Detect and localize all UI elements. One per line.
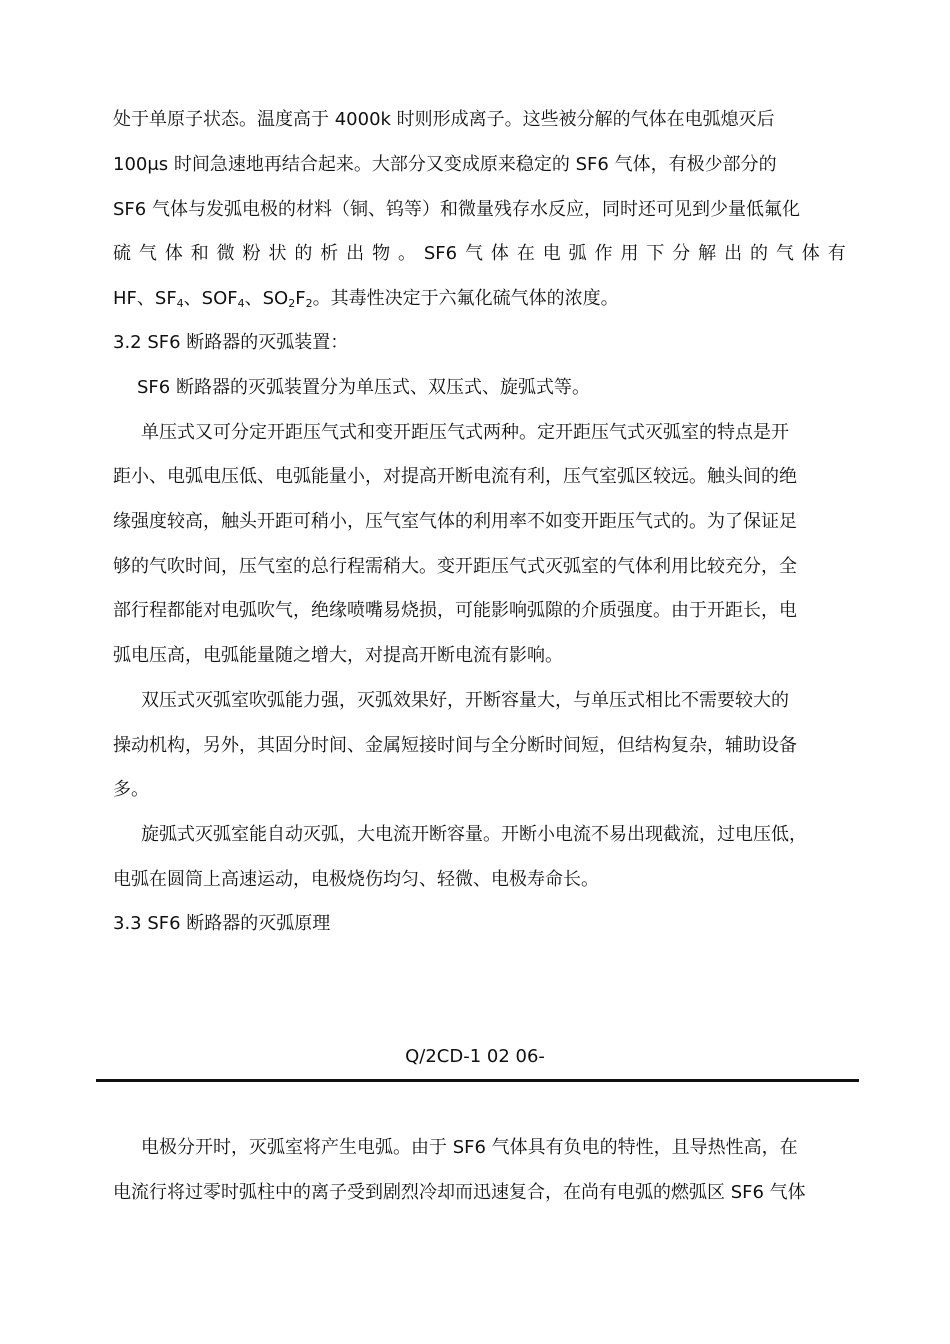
text-line: 双压式灭弧室吹弧能力强，灭弧效果好，开断容量大，与单压式相比不需要较大的 xyxy=(141,690,789,711)
spaced-word: 的 xyxy=(294,243,313,264)
text-line: 部行程都能对电弧吹气，绝缘喷嘴易烧损，可能影响弧隙的介质强度。由于开距长，电 xyxy=(113,600,797,621)
spaced-word: 弧 xyxy=(568,243,587,264)
formula-line xyxy=(113,288,619,310)
spaced-word: 体 xyxy=(801,243,820,264)
text-line: 电流行将过零时弧柱中的离子受到剧烈冷却而迅速复合，在尚有电弧的燃弧区 SF6 气体 xyxy=(113,1182,806,1203)
spaced-word: 气 xyxy=(465,243,484,264)
formula-part: 。其毒性决定于六氟化硫气体的浓度。 xyxy=(312,288,619,309)
spaced-word: 用 xyxy=(620,243,639,264)
formula-part: F xyxy=(295,288,306,309)
text-line: 弧电压高，电弧能量随之增大，对提高开断电流有影响。 xyxy=(113,645,563,666)
text-line: 电弧在圆筒上高速运动，电极烧伤均匀、轻微、电极寿命长。 xyxy=(113,869,599,890)
formula-part: HF、SF xyxy=(113,288,177,309)
formula-part: 、SO xyxy=(244,288,289,309)
text-line: 操动机构，另外，其固分时间、金属短接时间与全分断时间短，但结构复杂，辅助设备 xyxy=(113,735,797,756)
subscript: 2 xyxy=(305,297,313,310)
section-heading-3-2: 3.2 SF6 断路器的灭弧装置： xyxy=(113,332,349,353)
subscript: 2 xyxy=(288,297,296,310)
text-line: 100μs 时间急速地再结合起来。大部分又变成原来稳定的 SF6 气体，有极少部分的 xyxy=(113,154,777,175)
spaced-word: 状 xyxy=(268,243,287,264)
spaced-word: 析 xyxy=(320,243,339,264)
text-line: 电极分开时，灭弧室将产生电弧。由于 SF6 气体具有负电的特性，且导热性高，在 xyxy=(141,1137,798,1158)
text-line: SF6 气体与发弧电极的材料（铜、钨等）和微量残存水反应，同时还可见到少量低氟化 xyxy=(113,199,800,220)
text-line: 够的气吹时间，压气室的总行程需稍大。变开距压气式灭弧室的气体利用比较充分，全 xyxy=(113,556,797,577)
spaced-word: 分 xyxy=(672,243,691,264)
paragraph-types: SF6 断路器的灭弧装置分为单压式、双压式、旋弧式等。 xyxy=(137,377,590,398)
spaced-word: 气 xyxy=(138,243,157,264)
text-line: 距小、电弧电压低、电弧能量小，对提高开断电流有利，压气室弧区较远。触头间的绝 xyxy=(113,466,797,487)
spaced-word: 的 xyxy=(749,243,768,264)
spaced-word: 电 xyxy=(542,243,561,264)
text-line: 旋弧式灭弧室能自动灭弧，大电流开断容量。开断小电流不易出现截流，过电压低， xyxy=(141,824,807,845)
spaced-word: 。 xyxy=(397,243,416,264)
spaced-word: 微 xyxy=(216,243,235,264)
spaced-word: 硫 xyxy=(113,243,131,264)
spaced-word: 在 xyxy=(516,243,535,264)
text-line: 多。 xyxy=(113,779,149,800)
spaced-word: 解 xyxy=(698,243,717,264)
text-line: 缘强度较高，触头开距可稍小，压气室气体的利用率不如变开距压气式的。为了保证足 xyxy=(113,511,797,532)
section-heading-3-3: 3.3 SF6 断路器的灭弧原理 xyxy=(113,913,331,934)
text-line: 处于单原子状态。温度高于 4000k 时则形成离子。这些被分解的气体在电弧熄灭后 xyxy=(113,109,775,130)
spaced-word: 和 xyxy=(190,243,209,264)
spaced-word: SF6 xyxy=(423,243,458,264)
spaced-word: 气 xyxy=(775,243,794,264)
horizontal-rule xyxy=(96,1079,859,1082)
spaced-word: 物 xyxy=(372,243,391,264)
spaced-word: 有 xyxy=(827,243,846,264)
spaced-word: 体 xyxy=(490,243,509,264)
formula-part: 、SOF xyxy=(183,288,238,309)
subscript: 4 xyxy=(237,297,245,310)
document-code: Q/2CD-1 02 06- xyxy=(405,1046,545,1067)
spaced-word: 体 xyxy=(164,243,183,264)
spaced-word: 出 xyxy=(346,243,365,264)
text-line-justified xyxy=(113,243,846,265)
subscript: 4 xyxy=(176,297,184,310)
spaced-word: 出 xyxy=(724,243,743,264)
spaced-word: 粉 xyxy=(242,243,261,264)
spaced-word: 作 xyxy=(594,243,613,264)
spaced-word: 下 xyxy=(646,243,665,264)
text-line: 单压式又可分定开距压气式和变开距压气式两种。定开距压气式灭弧室的特点是开 xyxy=(141,422,789,443)
